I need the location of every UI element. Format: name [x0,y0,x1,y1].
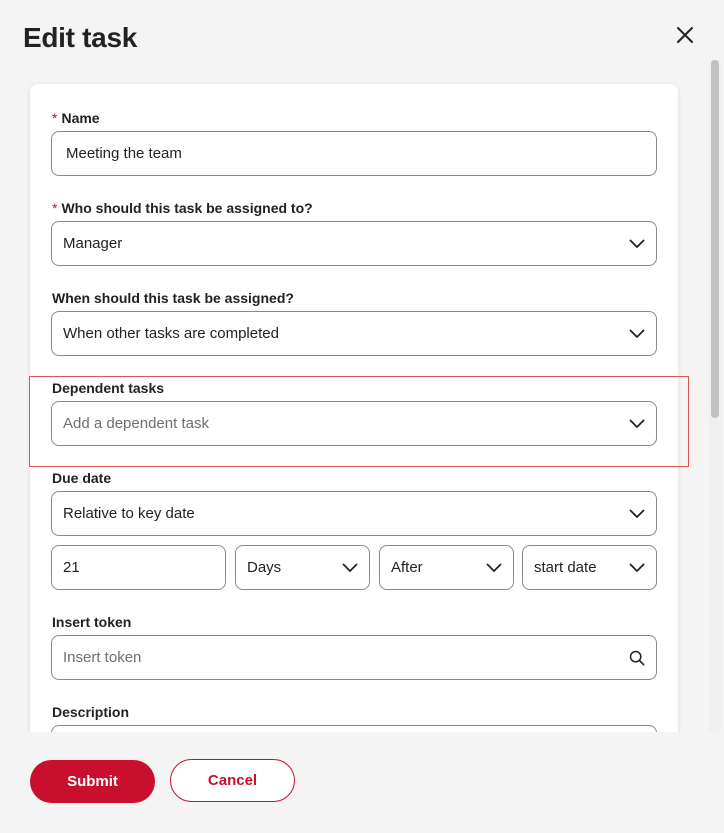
name-label: * Name [52,110,100,126]
due-date-amount-input[interactable]: 21 [51,545,226,590]
insert-token-input[interactable]: Insert token [51,635,657,680]
due-date-mode-select[interactable]: Relative to key date [51,491,657,536]
search-icon[interactable] [629,650,645,666]
dependent-tasks-label: Dependent tasks [52,380,165,396]
chevron-down-icon [629,560,645,576]
description-label: Description [52,704,130,720]
chevron-down-icon [629,506,645,522]
assign-when-label: When should this task be assigned? [52,290,294,306]
due-date-label: Due date [52,470,112,486]
assigned-to-select[interactable]: Manager [51,221,657,266]
chevron-down-icon [629,416,645,432]
chevron-down-icon [629,236,645,252]
due-date-unit-select[interactable]: Days [235,545,370,590]
due-date-key-date-select[interactable]: start date [522,545,657,590]
assign-when-select[interactable]: When other tasks are completed [51,311,657,356]
close-button[interactable] [672,22,698,48]
cancel-button[interactable]: Cancel [170,759,295,802]
dependent-tasks-select[interactable]: Add a dependent task [51,401,657,446]
dialog-title: Edit task [23,22,138,53]
required-mark: * [52,200,58,216]
submit-button[interactable]: Submit [30,760,155,803]
close-icon [676,26,694,44]
chevron-down-icon [629,326,645,342]
insert-token-label: Insert token [52,614,132,630]
chevron-down-icon [486,560,502,576]
assigned-to-label: * Who should this task be assigned to? [52,200,313,216]
chevron-down-icon [342,560,358,576]
due-date-direction-select[interactable]: After [379,545,514,590]
scrollbar-thumb[interactable] [711,60,719,418]
name-input[interactable]: Meeting the team [51,131,657,176]
required-mark: * [52,110,58,126]
